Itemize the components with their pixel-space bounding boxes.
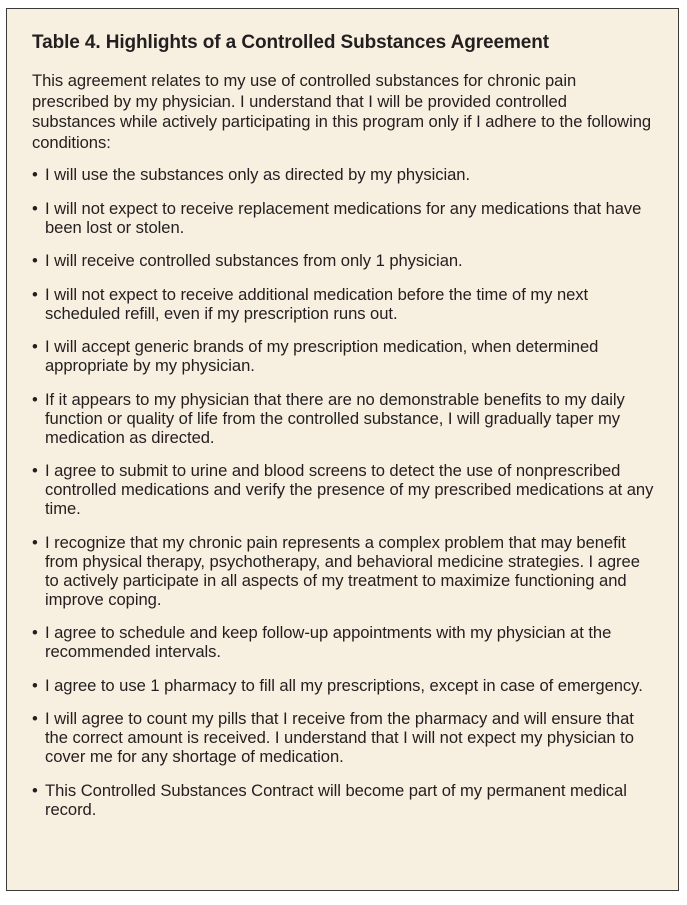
- list-item: [32, 251, 654, 270]
- bullet-icon: •: [32, 337, 38, 356]
- list-item: [32, 781, 654, 819]
- condition-text: I recognize that my chronic pain represents a complex problem that may benefit from physical therapy, psychotherapy, and behavioral medicine strategies. I agree to actively participate in all aspects of my treatment to maximize functioning and improve coping.: [45, 532, 640, 609]
- bullet-icon: •: [32, 675, 38, 695]
- list-item: [32, 199, 654, 237]
- bullet-icon: •: [32, 284, 38, 304]
- bullet-icon: •: [32, 389, 38, 409]
- bullet-icon: •: [32, 532, 38, 552]
- bullet-icon: •: [32, 165, 38, 184]
- agreement-table-panel: [6, 8, 679, 891]
- conditions-list: [32, 165, 654, 819]
- list-item: [32, 285, 654, 323]
- list-item: [32, 676, 654, 695]
- table-intro: This agreement relates to my use of controlled substances for chronic pain prescribed by my physician. I understand that I will be provided controlled substances while actively participating in this program only if I adhere to the following conditions:: [32, 71, 652, 152]
- bullet-icon: •: [32, 251, 38, 270]
- list-item: [32, 337, 654, 375]
- condition-text: I will accept generic brands of my prescription medication, when determined appropriate by my physician.: [45, 337, 599, 375]
- bullet-icon: •: [32, 198, 38, 218]
- table-title: Table 4. Highlights of a Controlled Substances Agreement: [32, 32, 549, 53]
- bullet-icon: •: [32, 461, 38, 480]
- condition-text: I will not expect to receive additional medication before the time of my next scheduled refill, even if my prescription runs out.: [45, 284, 589, 323]
- condition-text: I will agree to count my pills that I receive from the pharmacy and will ensure that the correct amount is received. I understand that I will not expect my physician to cover me for any shortage of medication.: [45, 709, 634, 766]
- condition-text: I agree to submit to urine and blood screens to detect the use of nonprescribed controlled medications and verify the presence of my prescribed medications at any time.: [45, 461, 654, 518]
- bullet-icon: •: [32, 780, 38, 800]
- list-item: [32, 623, 654, 661]
- condition-text: I will use the substances only as directed by my physician.: [45, 165, 471, 184]
- condition-text: I will receive controlled substances from only 1 physician.: [45, 251, 463, 270]
- condition-text: If it appears to my physician that there are no demonstrable benefits to my daily function or quality of life from the controlled substance, I will gradually taper my medication as directed.: [45, 389, 625, 447]
- list-item: [32, 461, 654, 518]
- list-item: [32, 709, 654, 766]
- condition-text: I agree to use 1 pharmacy to fill all my prescriptions, except in case of emergency.: [45, 675, 643, 695]
- condition-text: This Controlled Substances Contract will become part of my permanent medical record.: [45, 780, 627, 819]
- list-item: [32, 390, 654, 447]
- condition-text: I agree to schedule and keep follow-up appointments with my physician at the recommended intervals.: [45, 623, 612, 661]
- bullet-icon: •: [32, 709, 38, 728]
- condition-text: I will not expect to receive replacement medications for any medications that have been lost or stolen.: [45, 198, 642, 237]
- list-item: [32, 165, 654, 184]
- bullet-icon: •: [32, 623, 38, 642]
- list-item: [32, 533, 654, 609]
